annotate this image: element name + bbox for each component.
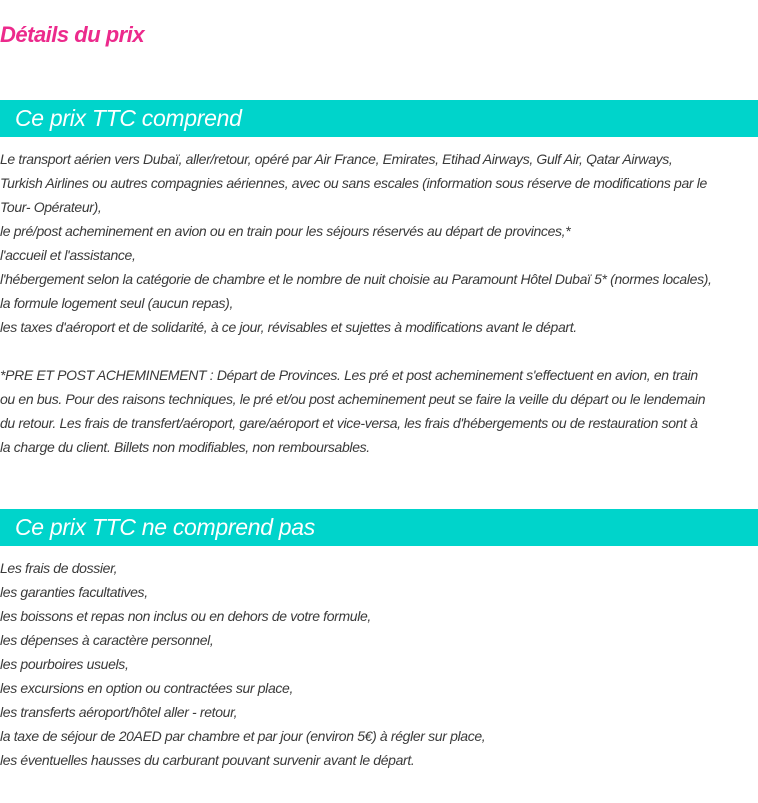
- included-section-title: Ce prix TTC comprend: [15, 105, 242, 131]
- included-line: Turkish Airlines ou autres compagnies aériennes, avec ou sans escales (information sous réserve de modifications par le: [0, 175, 707, 191]
- excluded-section-header: [0, 509, 758, 546]
- note-line: du retour. Les frais de transfert/aéroport, gare/aéroport et vice-versa, les frais d'hébergements ou de restauration sont à: [0, 415, 698, 431]
- included-line: Le transport aérien vers Dubaï, aller/retour, opéré par Air France, Emirates, Etihad Airways, Gulf Air, Qatar Airways,: [0, 151, 673, 167]
- note-line: ou en bus. Pour des raisons techniques, le pré et/ou post acheminement peut se faire la veille du départ ou le lendemain: [0, 391, 706, 407]
- excluded-line: les excursions en option ou contractées sur place,: [0, 680, 294, 696]
- excluded-line: les dépenses à caractère personnel,: [0, 632, 214, 648]
- included-list: [0, 147, 758, 339]
- included-line: l'accueil et l'assistance,: [0, 247, 136, 263]
- included-line: la formule logement seul (aucun repas),: [0, 295, 234, 311]
- included-line: le pré/post acheminement en avion ou en train pour les séjours réservés au départ de provinces,*: [0, 223, 571, 239]
- page-title: Détails du prix: [0, 22, 145, 47]
- acheminement-note: [0, 363, 758, 459]
- included-section-header: [0, 100, 758, 137]
- excluded-line: les pourboires usuels,: [0, 656, 129, 672]
- excluded-line: la taxe de séjour de 20AED par chambre et par jour (environ 5€) à régler sur place,: [0, 728, 486, 744]
- excluded-line: Les frais de dossier,: [0, 560, 118, 576]
- note-line: *PRE ET POST ACHEMINEMENT : Départ de Provinces. Les pré et post acheminement s'effectuent en avion, en train: [0, 367, 698, 383]
- excluded-line: les boissons et repas non inclus ou en dehors de votre formule,: [0, 608, 371, 624]
- excluded-section-title: Ce prix TTC ne comprend pas: [15, 514, 315, 540]
- included-line: les taxes d'aéroport et de solidarité, à ce jour, révisables et sujettes à modifications avant le départ.: [0, 319, 577, 335]
- excluded-line: les transferts aéroport/hôtel aller - retour,: [0, 704, 238, 720]
- excluded-line: les éventuelles hausses du carburant pouvant survenir avant le départ.: [0, 752, 415, 768]
- excluded-list: [0, 556, 758, 772]
- note-line: la charge du client. Billets non modifiables, non remboursables.: [0, 439, 370, 455]
- excluded-line: les garanties facultatives,: [0, 584, 148, 600]
- included-line: l'hébergement selon la catégorie de chambre et le nombre de nuit choisie au Paramount Hôtel Dubaï 5* (normes locales),: [0, 271, 712, 287]
- included-line: Tour- Opérateur),: [0, 199, 102, 215]
